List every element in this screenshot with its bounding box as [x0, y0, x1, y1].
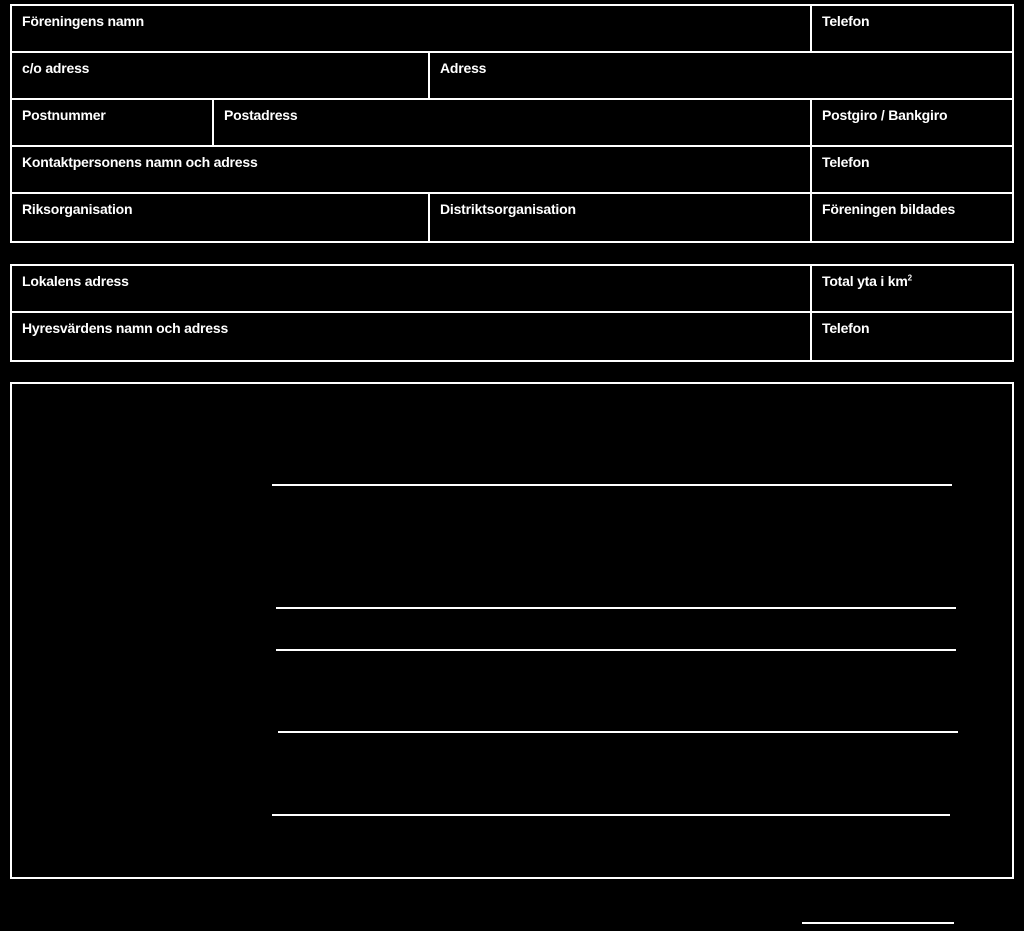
field-address[interactable]: [430, 53, 1012, 98]
label-co-address: c/o adress: [22, 60, 90, 76]
field-postgiro-bankgiro[interactable]: [812, 100, 1012, 145]
label-national-organisation: Riksorganisation: [22, 201, 133, 217]
field-district-organisation[interactable]: [430, 194, 812, 241]
date-line[interactable]: [802, 922, 954, 924]
signature-box: [10, 382, 1014, 879]
label-landlord: Hyresvärdens namn och adress: [22, 320, 229, 336]
label-premises-address: Lokalens adress: [22, 273, 129, 289]
field-landlord[interactable]: [12, 313, 812, 360]
signature-line[interactable]: [272, 484, 952, 486]
label-address: Adress: [440, 60, 487, 76]
row-contact-person: [12, 147, 1012, 194]
label-phone: Telefon: [822, 13, 870, 29]
label-founded: Föreningen bildades: [822, 201, 956, 217]
field-phone-contact[interactable]: [812, 147, 1012, 192]
field-co-address[interactable]: [12, 53, 430, 98]
row-landlord: [12, 313, 1012, 360]
signature-line[interactable]: [278, 731, 958, 733]
field-national-organisation[interactable]: [12, 194, 430, 241]
label-postal-code: Postnummer: [22, 107, 106, 123]
row-address: [12, 53, 1012, 100]
label-postgiro-bankgiro: Postgiro / Bankgiro: [822, 107, 948, 123]
label-postal-address: Postadress: [224, 107, 298, 123]
field-founded[interactable]: [812, 194, 1012, 241]
label-total-area-superscript: 2: [907, 273, 912, 283]
row-association-name: [12, 6, 1012, 53]
signature-line[interactable]: [276, 649, 956, 651]
field-phone-landlord[interactable]: [812, 313, 1012, 360]
label-district-organisation: Distriktsorganisation: [440, 201, 576, 217]
signature-line[interactable]: [272, 814, 950, 816]
field-association-name[interactable]: [12, 6, 812, 51]
field-phone-association[interactable]: [812, 6, 1012, 51]
premises-info-table: [10, 264, 1014, 362]
field-postal-address[interactable]: [214, 100, 812, 145]
signature-line[interactable]: [276, 607, 956, 609]
row-organisation: [12, 194, 1012, 241]
label-phone: Telefon: [822, 154, 870, 170]
label-association-name: Föreningens namn: [22, 13, 145, 29]
row-postal: [12, 100, 1012, 147]
label-total-area: Total yta i km: [822, 273, 908, 289]
field-postal-code[interactable]: [12, 100, 214, 145]
field-contact-person[interactable]: [12, 147, 812, 192]
label-phone: Telefon: [822, 320, 870, 336]
association-info-table: [10, 4, 1014, 243]
field-total-area[interactable]: [812, 266, 1012, 311]
field-premises-address[interactable]: [12, 266, 812, 311]
label-contact-person: Kontaktpersonens namn och adress: [22, 154, 258, 170]
row-premises-address: [12, 266, 1012, 313]
